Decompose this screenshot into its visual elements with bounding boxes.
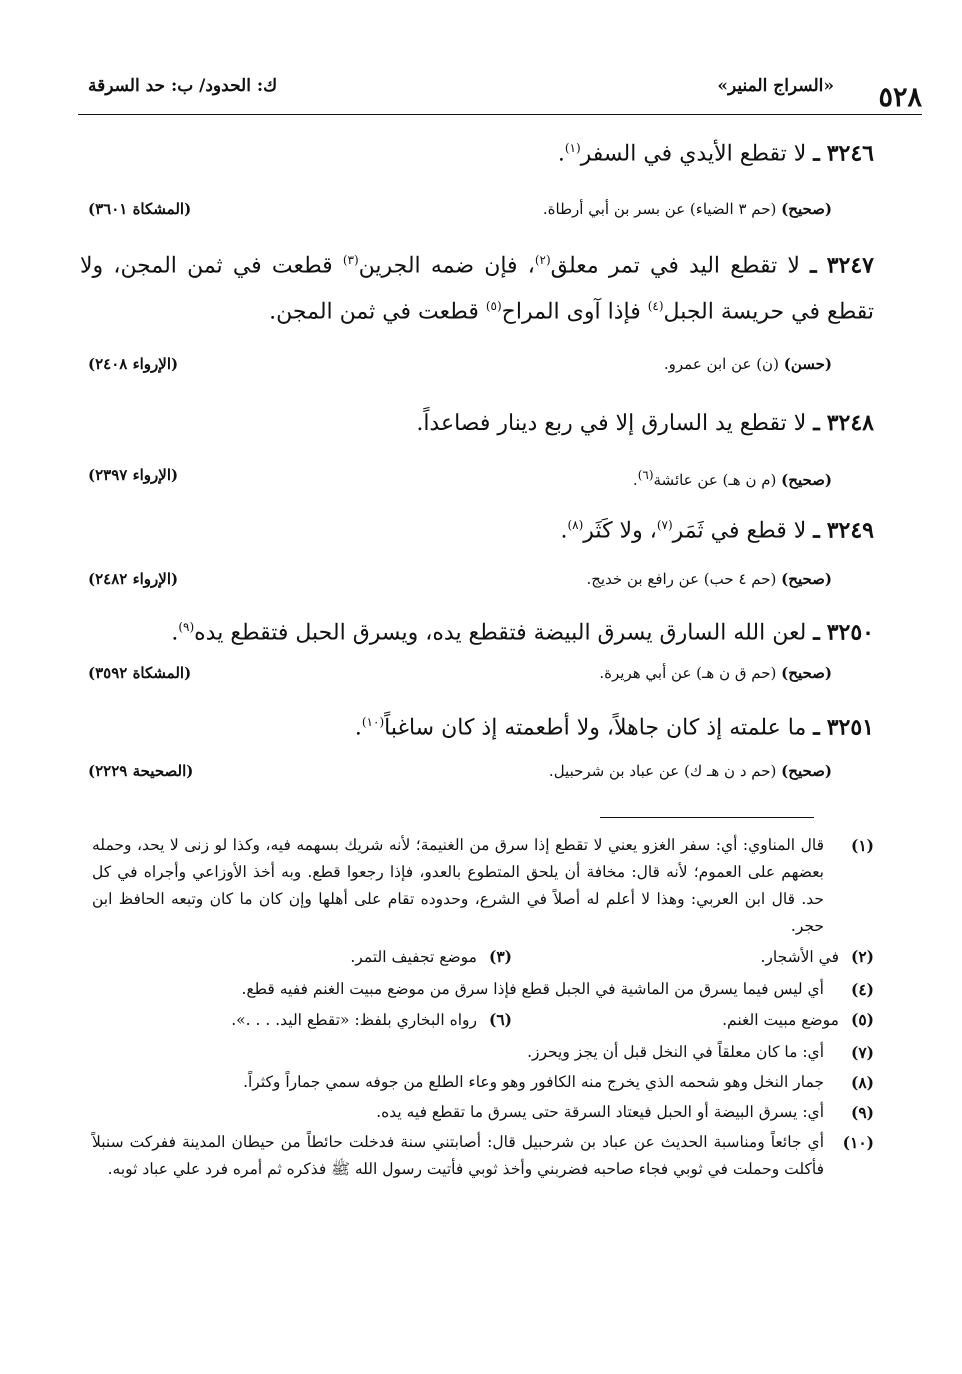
hadith-grade: (صحيح) xyxy=(781,664,832,682)
footnote-divider xyxy=(600,817,814,818)
hadith-reference: (الإرواء ٢٤٠٨) xyxy=(88,355,179,373)
hadith-narrator: (حم ٣ الضياء) عن بسر بن أبي أرطاة. xyxy=(542,200,777,218)
footnote-marker: ٥ xyxy=(490,299,497,314)
footnote-text: أي: يسرق البيضة أو الحبل فيعتاد السرقة حتى يسرق ما تقطع فيه يده. xyxy=(376,1103,824,1121)
footnote-number: (٩) xyxy=(850,1103,874,1122)
running-header xyxy=(78,68,922,115)
hadith-number: ٣٢٤٦ xyxy=(826,140,874,167)
footnote-marker: ١٠ xyxy=(366,715,380,729)
hadith-text: لا تقطع الأيدي في السفر xyxy=(580,141,807,167)
book-title: «السراج المنير» xyxy=(717,76,834,96)
footnote-text: رواه البخاري بلفظ: «تقطع اليد. . . .». xyxy=(231,1011,477,1029)
footnote-marker: ١ xyxy=(569,141,576,155)
hadith-text: . xyxy=(354,715,362,741)
hadith-number: ٣٢٥١ xyxy=(826,714,874,741)
hadith-text: قطعت في ثمن المجن. xyxy=(269,299,486,325)
hadith-text: لا تقطع اليد في تمر معلق xyxy=(550,253,800,279)
hadith-narrator: (م ن هـ) عن عائشة xyxy=(653,471,777,489)
hadith-grade: (صحيح) xyxy=(781,200,832,218)
footnote-number: (١) xyxy=(850,836,874,855)
footnote-number: (١٠) xyxy=(842,1133,874,1152)
hadith-3249: ٣٢٤٩ ـ لا قطع في ثَمَر$^{(٧)}$، ولا كَثَر$^{(٨)}$. xyxy=(560,517,874,544)
source-end: . xyxy=(632,471,638,489)
hadith-narrator: (حم ٤ حب) عن رافع بن خديج. xyxy=(586,570,777,588)
hadith-narrator: (ن) عن ابن عمرو. xyxy=(663,355,779,373)
hadith-3251: ٣٢٥١ ـ ما علمته إذ كان جاهلاً، ولا أطعمته إذ كان ساغباً$^{(١٠)}$. xyxy=(354,714,874,741)
footnote-marker: ٩ xyxy=(183,620,190,634)
footnote-marker: ٢ xyxy=(539,253,546,267)
hadith-3246: ٣٢٤٦ ـ لا تقطع الأيدي في السفر$^{(١)}$. xyxy=(557,140,874,167)
hadith-3248: ٣٢٤٨ ـ لا تقطع يد السارق إلا في ربع دينار فصاعداً. xyxy=(416,410,874,436)
hadith-text: لا قطع في ثَمَر xyxy=(672,518,807,544)
hadith-reference: (المشكاة ٣٥٩٢) xyxy=(88,664,192,682)
footnote-2 xyxy=(760,943,874,971)
hadith-text: . xyxy=(560,518,568,544)
footnote-1 xyxy=(92,832,874,940)
hadith-grade: (صحيح) xyxy=(781,570,832,588)
hadith-text: . xyxy=(171,620,179,646)
footnote-9 xyxy=(92,1099,874,1126)
footnote-text: أي جائعاً ومناسبة الحديث عن عباد بن شرحبيل قال: أصابتني سنة فدخلت حائطاً من حيطان المدينة ففركت سنبلاً فأكلت وحملت في ثوبي فجاء صاحبه فضربني وأخذ ثوبي فأتيت رسول الله ﷺ فذكره ثم أمره فرد علي عباد ثوبه. xyxy=(92,1133,824,1178)
hadith-source-3250 xyxy=(88,661,832,685)
footnote-text: موضع مبيت الغنم. xyxy=(722,1011,839,1029)
page-number: ٥٢٨ xyxy=(878,82,922,113)
footnote-row-2-3 xyxy=(92,943,874,973)
hadith-grade: (حسن) xyxy=(783,355,832,373)
footnotes xyxy=(92,832,874,1186)
footnote-number: (٧) xyxy=(850,1043,874,1062)
hadith-source-3249 xyxy=(88,567,832,591)
footnote-number: (٣) xyxy=(488,947,512,966)
footnote-number: (٤) xyxy=(850,980,874,999)
footnote-marker: ٧ xyxy=(661,518,668,532)
footnote-7 xyxy=(92,1039,874,1066)
hadith-text: ، ولا كَثَر xyxy=(583,518,657,544)
footnote-number: (٥) xyxy=(850,1010,874,1029)
hadith-3247: ٣٢٤٧ ـ لا تقطع اليد في تمر معلق$^{(٢)}$، فإن ضمه الجرين$^{(٣)}$ قطعت في ثمن المجن، ولا تقطع في حريسة الجبل$^{(٤)}$ فإذا آوى المراح$^{(٥)}$ قطعت في ثمن المجن. xyxy=(80,252,874,325)
footnote-text: أي ليس فيما يسرق من الماشية في الجبل قطع فإذا سرق من موضع مبيت الغنم ففيه قطع. xyxy=(241,980,824,998)
footnote-text: أي: ما كان معلقاً في النخل قبل أن يجز ويحرز. xyxy=(527,1043,824,1061)
hadith-narrator: (حم ق ن هـ) عن أبي هريرة. xyxy=(599,664,777,682)
footnote-text: في الأشجار. xyxy=(760,948,839,966)
footnote-3 xyxy=(350,943,512,971)
hadith-source-3251 xyxy=(88,759,832,783)
hadith-source-3248: (صحيح) (م ن هـ) عن عائشة$^{(٦)}$. (الإرواء ٢٣٩٧) xyxy=(88,463,832,487)
hadith-text: لعن الله السارق يسرق البيضة فتقطع يده، ويسرق الحبل فتقطع يده xyxy=(194,620,807,646)
footnote-row-5-6 xyxy=(92,1006,874,1036)
footnote-text: موضع تجفيف التمر. xyxy=(350,948,477,966)
footnote-10 xyxy=(92,1129,874,1183)
hadith-narrator: (حم د ن هـ ك) عن عباد بن شرحبيل. xyxy=(548,762,777,780)
hadith-text: فإذا آوى المراح xyxy=(501,299,648,325)
hadith-number: ٣٢٤٩ xyxy=(826,517,874,544)
footnote-number: (٦) xyxy=(488,1010,512,1029)
hadith-grade: (صحيح) xyxy=(781,471,832,489)
hadith-text: لا تقطع يد السارق إلا في ربع دينار فصاعداً. xyxy=(416,411,807,436)
hadith-reference: (الصحيحة ٢٢٢٩) xyxy=(88,762,194,780)
footnote-marker: ٨ xyxy=(572,518,579,532)
hadith-grade: (صحيح) xyxy=(781,762,832,780)
footnote-marker: ٣ xyxy=(347,253,354,267)
footnote-8 xyxy=(92,1069,874,1096)
hadith-source-3247 xyxy=(88,352,832,376)
hadith-text: قطعت في ثمن المجن، ولا تقطع في حريسة الجبل xyxy=(80,253,874,325)
hadith-3250: ٣٢٥٠ ـ لعن الله السارق يسرق البيضة فتقطع يده، ويسرق الحبل فتقطع يده$^{(٩)}$. xyxy=(171,619,874,646)
hadith-text: . xyxy=(557,141,565,167)
hadith-text: ما علمته إذ كان جاهلاً، ولا أطعمته إذ كان ساغباً xyxy=(384,715,807,741)
hadith-text: ، فإن ضمه الجرين xyxy=(358,253,535,279)
hadith-number: ٣٢٤٨ xyxy=(826,410,874,436)
footnote-text: جمار النخل وهو شحمه الذي يخرج منه الكافور وهو وعاء الطلع من جوفه سمي جماراً وكثراً. xyxy=(243,1073,824,1091)
footnote-marker: ٦ xyxy=(642,468,649,482)
footnote-4 xyxy=(92,976,874,1003)
hadith-source-3246 xyxy=(88,197,832,221)
hadith-reference: (الإرواء ٢٤٨٢) xyxy=(88,570,179,588)
footnote-number: (٢) xyxy=(850,947,874,966)
chapter-title: ك: الحدود/ ب: حد السرقة xyxy=(88,76,278,96)
hadith-number: ٣٢٤٧ xyxy=(826,252,874,279)
footnote-text: قال المناوي: أي: سفر الغزو يعني لا تقطع إذا سرق من الغنيمة؛ لأنه شريك بسهمه فيه، وكذا لو زنى لا يحد، وحمله بعضهم على العموم؛ لأنه قال: مخافة أن يلحق المتطوع بالعدو، فإذا رجعوا قطع. وبه أخذ الأوزاعي وأجراه في كل حد. قال ابن العربي: وهذا لا أعلم له أصلاً في الشرع، وحدوده تقام على أهلها وإن كان ما كان وتبعه الحافظ ابن حجر. xyxy=(92,836,825,935)
footnote-marker: ٤ xyxy=(652,299,659,314)
footnote-5 xyxy=(722,1006,874,1034)
hadith-reference: (المشكاة ٣٦٠١) xyxy=(88,200,192,218)
hadith-reference: (الإرواء ٢٣٩٧) xyxy=(88,466,179,484)
footnote-number: (٨) xyxy=(850,1073,874,1092)
hadith-number: ٣٢٥٠ xyxy=(826,619,874,646)
footnote-6 xyxy=(231,1006,512,1034)
